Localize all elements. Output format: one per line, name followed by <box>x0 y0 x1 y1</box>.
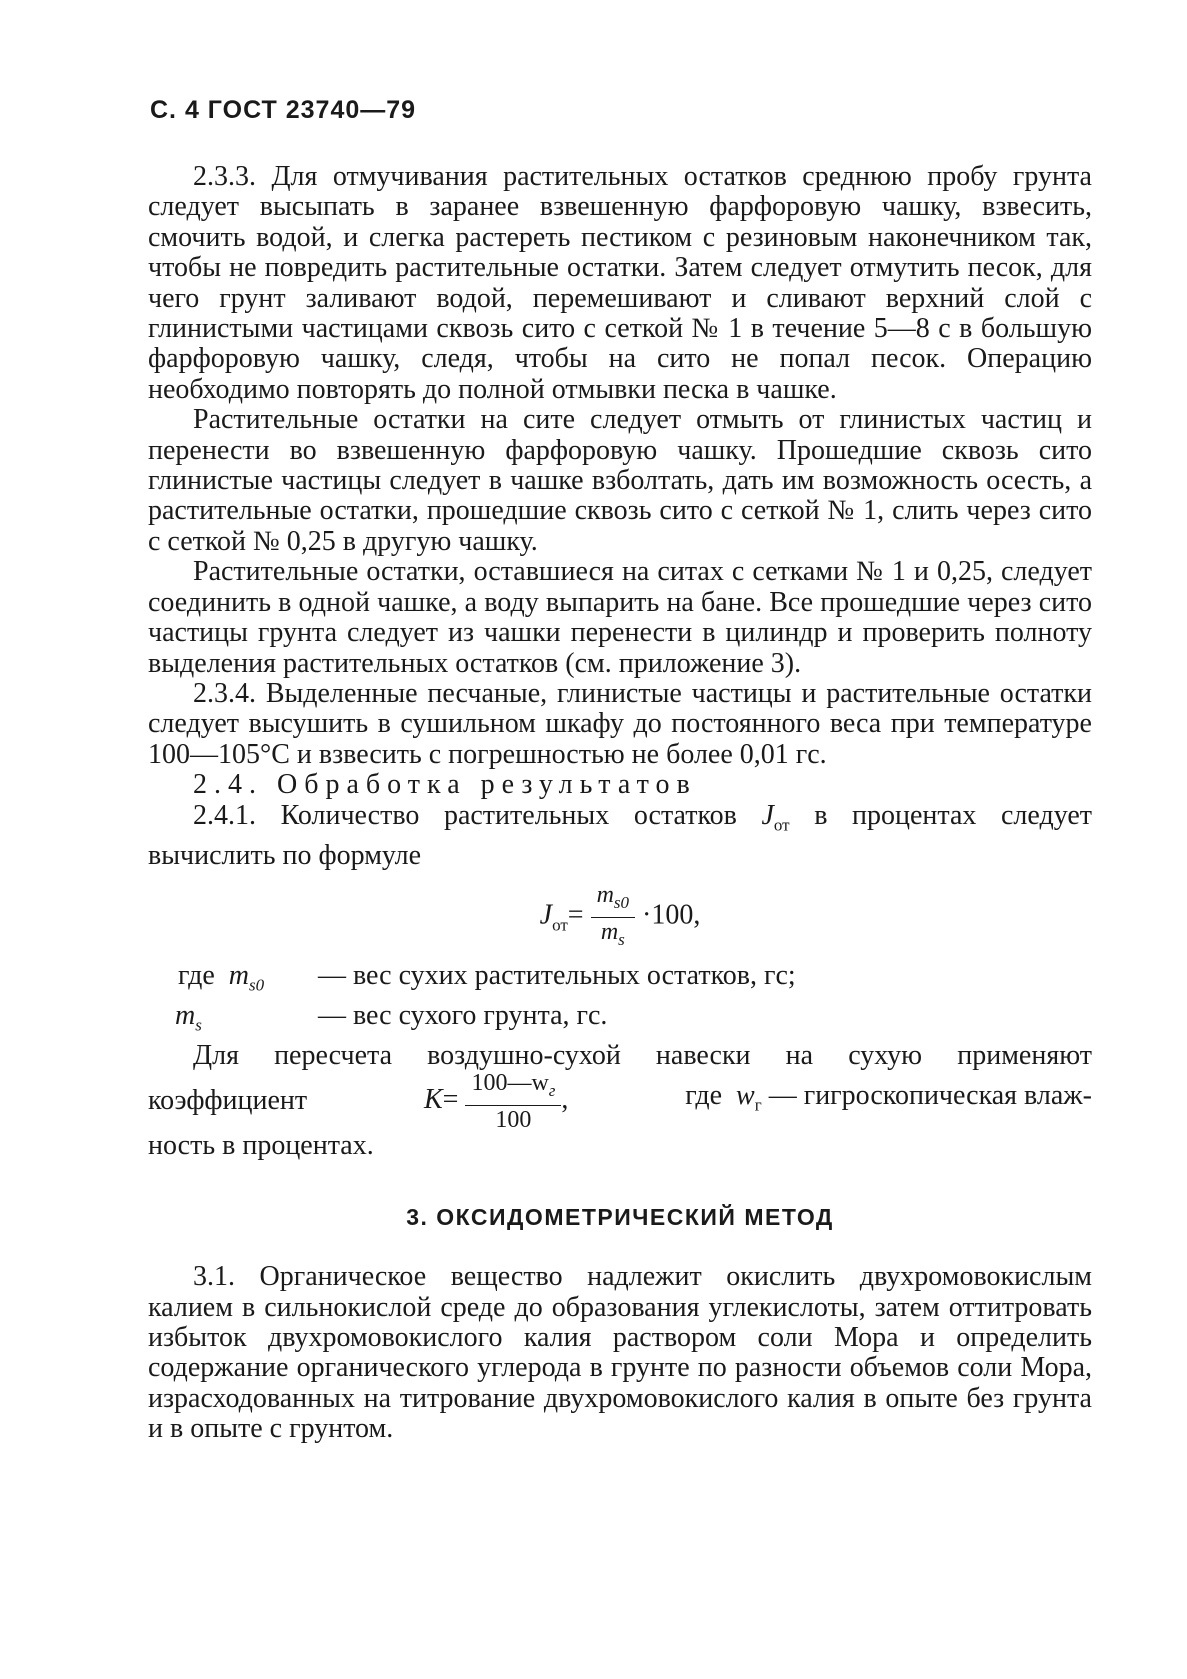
legend-s2: m <box>175 999 196 1031</box>
legend-symbol-ms <box>148 1001 318 1041</box>
paragraph-3-1: 3.1. Органическое вещество надлежит окислить двухромовокислым калием в сильнокислой среде до образования углекислоты, затем оттитровать избыток двухромовокислого калия раствором соли Мора и определить содержание органического углерода в грунте по разности объемов соли Мора, израсходованных на титрование двухромовокислого калия в опыте без грунта и в опыте с грунтом. <box>148 1261 1092 1445</box>
conversion-k-formula <box>424 1069 568 1134</box>
conversion-tail: ность в процентах. <box>148 1130 374 1162</box>
formula-equals: = <box>567 899 584 931</box>
legend-symbol-ms0 <box>148 961 318 1001</box>
k-comma: , <box>561 1083 569 1115</box>
w-symbol: w <box>736 1080 755 1112</box>
paragraph-combine: Растительные остатки, оставшиеся на ситах с сетками № 1 и 0,25, следует соединить в одной чашке, а воду выпарить на бане. Все прошедшие через сито частицы грунта следует из чашки перенести в цилиндр и проверить полноту выделения растительных остатков (см. приложение 3). <box>148 556 1092 679</box>
legend-s1: m <box>228 959 249 991</box>
k-denominator: 100 <box>495 1106 532 1133</box>
paragraph-2-3-4: 2.3.4. Выделенные песчаные, глинистые частицы и растительные остатки следует высушить в сушильном шкафу до постоянного веса при температуре 100—105°С и взвесить с погрешностью не более 0,01 гс. <box>148 677 1092 770</box>
legend-row-ms0 <box>148 961 1092 1001</box>
k-numerator-text: 100—w <box>471 1069 549 1096</box>
k-symbol: K <box>423 1083 443 1115</box>
formula-fraction <box>591 881 635 954</box>
symbol-j: J <box>761 799 774 831</box>
formula-numerator <box>591 881 635 918</box>
section-title: 3. ОКСИДОМЕТРИЧЕСКИЙ МЕТОД <box>406 1203 834 1230</box>
paragraph-2-3-3: 2.3.3. Для отмучивания растительных остатков среднюю пробу грунта следует высыпать в заранее взвешенную фарфоровую чашку, взвесить, смочить водой, и слегка растереть пестиком с резиновым наконечником так, чтобы не повредить растительные остатки. Затем следует отмутить песок, для чего грунт заливают водой, перемешивают и сливают верхний слой с глинистыми частицами сквозь сито с сеткой № 1 в течение 5—8 с в большую фарфоровую чашку, следя, чтобы на сито не попал песок. Операцию необходимо повторять до полной отмывки песка в чашке. <box>148 161 1092 405</box>
legend-prefix: где <box>178 959 215 991</box>
numerator-sub: s0 <box>613 892 630 912</box>
k-fraction <box>465 1069 561 1134</box>
conversion-coefficient-line <box>148 1071 1092 1131</box>
paragraph-2-4-1 <box>148 801 1092 871</box>
legend-row-ms <box>148 1001 1092 1041</box>
formula-denominator <box>591 918 635 954</box>
legend-s2-sub: s <box>195 1015 202 1035</box>
formula-legend <box>148 961 1092 1041</box>
formula-lhs-sub: от <box>552 915 568 935</box>
legend-desc-ms: — вес сухого грунта, гс. <box>318 999 608 1031</box>
paragraph-rinse: Растительные остатки на сите следует отмыть от глинистых частиц и перенести во взвешенную фарфоровую чашку. Прошедшие сквозь сито глинистые частицы следует в чашке взболтать, дать им возможность осесть, а растительные остатки, прошедшие сквозь сито с сеткой № 1, слить через сито с сеткой № 0,25 в другую чашку. <box>148 404 1092 557</box>
paragraph-2-4-1-text-a: 2.4.1. Количество растительных остатков <box>193 799 737 831</box>
legend-desc-ms0: — вес сухих растительных остатков, гс; <box>318 959 796 991</box>
denominator-symbol: m <box>600 918 619 945</box>
conversion-where <box>685 1081 1092 1121</box>
conversion-line-1: Для пересчета воздушно-сухой навески на сухую применяют <box>193 1039 1092 1071</box>
paragraph-2-4-1-text-b: в процентах следует вычислить по формуле <box>148 799 1093 871</box>
denominator-sub: s <box>618 929 625 949</box>
symbol-j-sub: от <box>773 815 790 835</box>
formula-jot <box>148 881 1092 949</box>
w-desc: — гигроскопическая влаж- <box>768 1080 1092 1112</box>
w-sub: г <box>754 1095 762 1115</box>
legend-s1-sub: s0 <box>249 975 265 995</box>
k-equals: = <box>442 1083 459 1115</box>
subsection-heading-2-4: 2.4. Обработка результатов <box>193 769 697 801</box>
k-numerator-sub: г <box>548 1080 556 1100</box>
formula-lhs: J <box>539 899 553 931</box>
document-body <box>148 162 1092 1445</box>
formula-tail: ·100, <box>642 899 701 931</box>
numerator-symbol: m <box>596 881 614 908</box>
k-numerator <box>465 1069 561 1106</box>
conversion-where-word: где <box>685 1080 723 1112</box>
page-header: С. 4 ГОСТ 23740—79 <box>150 96 417 124</box>
conversion-coef-word: коэффициент <box>148 1085 308 1117</box>
